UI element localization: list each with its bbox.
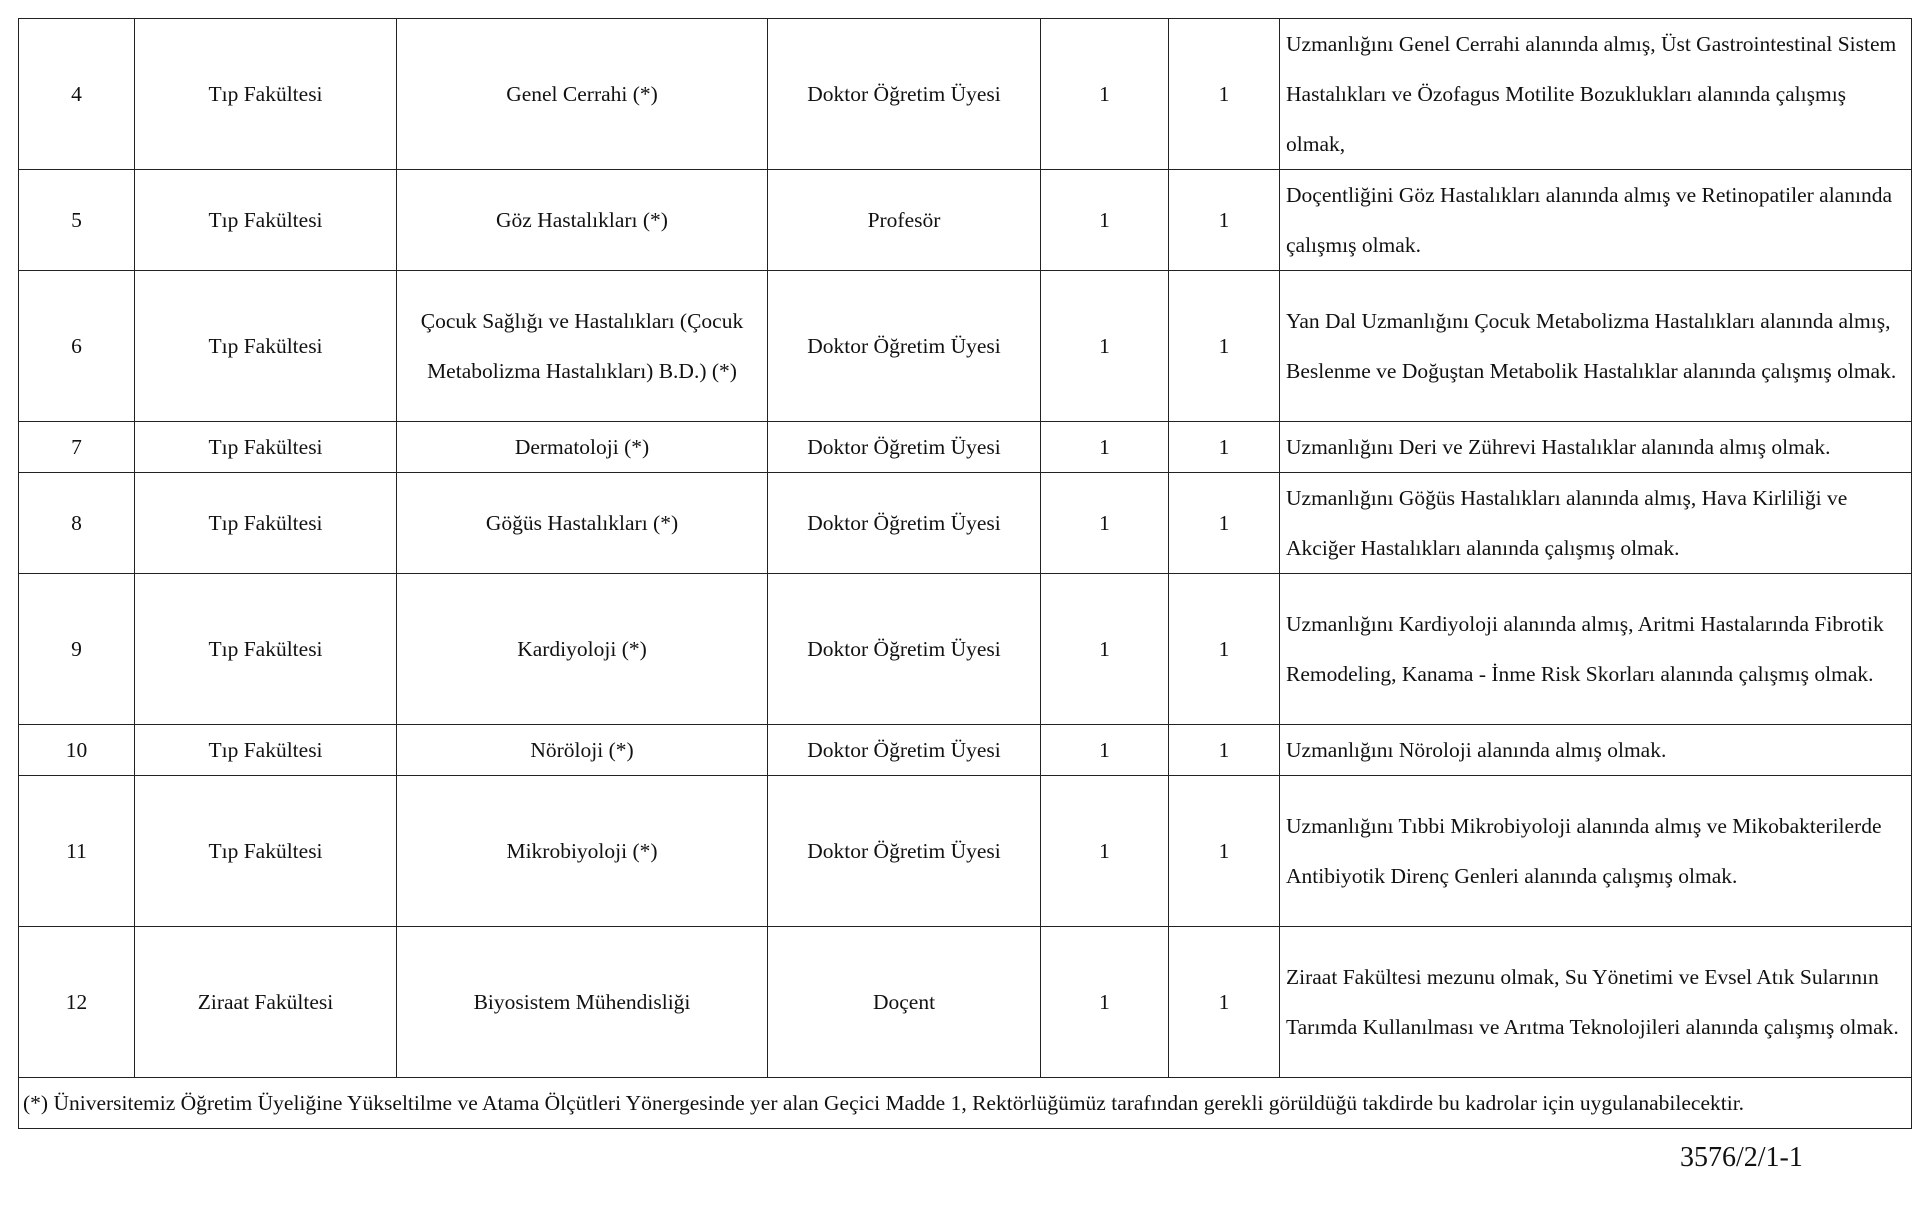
requirement-cell: Uzmanlığını Göğüs Hastalıkları alanında almış, Hava Kirliliği ve Akciğer Hastalıkları alanında çalışmış olmak. <box>1280 473 1912 574</box>
title-cell: Profesör <box>768 170 1041 271</box>
title-cell: Doktor Öğretim Üyesi <box>768 473 1041 574</box>
degree-cell: 1 <box>1169 473 1280 574</box>
degree-cell: 1 <box>1169 776 1280 927</box>
department-cell: Çocuk Sağlığı ve Hastalıkları (Çocuk Metabolizma Hastalıkları) B.D.) (*) <box>397 271 768 422</box>
row-number: 11 <box>19 776 135 927</box>
department-cell: Dermatoloji (*) <box>397 422 768 473</box>
degree-cell: 1 <box>1169 170 1280 271</box>
degree-cell: 1 <box>1169 422 1280 473</box>
requirement-cell: Uzmanlığını Genel Cerrahi alanında almış, Üst Gastrointestinal Sistem Hastalıkları ve Özofagus Motilite Bozuklukları alanında çalışmış olmak, <box>1280 19 1912 170</box>
count-cell: 1 <box>1041 170 1169 271</box>
title-cell: Doktor Öğretim Üyesi <box>768 725 1041 776</box>
page-code: 3576/2/1-1 <box>1680 1142 1803 1173</box>
positions-table <box>18 18 1912 1129</box>
faculty-cell: Tıp Fakültesi <box>135 725 397 776</box>
row-number: 9 <box>19 574 135 725</box>
count-cell: 1 <box>1041 473 1169 574</box>
table-row <box>19 927 1912 1078</box>
department-cell: Göğüs Hastalıkları (*) <box>397 473 768 574</box>
department-cell: Mikrobiyoloji (*) <box>397 776 768 927</box>
count-cell: 1 <box>1041 927 1169 1078</box>
table-row <box>19 574 1912 725</box>
faculty-cell: Tıp Fakültesi <box>135 19 397 170</box>
title-cell: Doktor Öğretim Üyesi <box>768 271 1041 422</box>
table-row <box>19 776 1912 927</box>
table-row <box>19 19 1912 170</box>
faculty-cell: Tıp Fakültesi <box>135 473 397 574</box>
row-number: 12 <box>19 927 135 1078</box>
requirement-cell: Uzmanlığını Tıbbi Mikrobiyoloji alanında almış ve Mikobakterilerde Antibiyotik Direnç Genleri alanında çalışmış olmak. <box>1280 776 1912 927</box>
table-row <box>19 170 1912 271</box>
requirement-cell: Doçentliğini Göz Hastalıkları alanında almış ve Retinopatiler alanında çalışmış olmak. <box>1280 170 1912 271</box>
row-number: 5 <box>19 170 135 271</box>
table-row <box>19 271 1912 422</box>
count-cell: 1 <box>1041 574 1169 725</box>
degree-cell: 1 <box>1169 725 1280 776</box>
title-cell: Doktor Öğretim Üyesi <box>768 574 1041 725</box>
faculty-cell: Tıp Fakültesi <box>135 170 397 271</box>
department-cell: Genel Cerrahi (*) <box>397 19 768 170</box>
count-cell: 1 <box>1041 271 1169 422</box>
faculty-cell: Tıp Fakültesi <box>135 776 397 927</box>
requirement-cell: Uzmanlığını Kardiyoloji alanında almış, Aritmi Hastalarında Fibrotik Remodeling, Kanama - İnme Risk Skorları alanında çalışmış olmak. <box>1280 574 1912 725</box>
department-cell: Kardiyoloji (*) <box>397 574 768 725</box>
degree-cell: 1 <box>1169 574 1280 725</box>
count-cell: 1 <box>1041 422 1169 473</box>
faculty-cell: Tıp Fakültesi <box>135 574 397 725</box>
department-cell: Göz Hastalıkları (*) <box>397 170 768 271</box>
row-number: 6 <box>19 271 135 422</box>
title-cell: Doktor Öğretim Üyesi <box>768 422 1041 473</box>
degree-cell: 1 <box>1169 19 1280 170</box>
requirement-cell: Yan Dal Uzmanlığını Çocuk Metabolizma Hastalıkları alanında almış, Beslenme ve Doğuştan Metabolik Hastalıklar alanında çalışmış olmak. <box>1280 271 1912 422</box>
table-row <box>19 422 1912 473</box>
count-cell: 1 <box>1041 725 1169 776</box>
table-row <box>19 473 1912 574</box>
faculty-cell: Ziraat Fakültesi <box>135 927 397 1078</box>
requirement-cell: Ziraat Fakültesi mezunu olmak, Su Yönetimi ve Evsel Atık Sularının Tarımda Kullanılması ve Arıtma Teknolojileri alanında çalışmış olmak. <box>1280 927 1912 1078</box>
footnote-row <box>19 1078 1912 1129</box>
table-row <box>19 725 1912 776</box>
title-cell: Doçent <box>768 927 1041 1078</box>
row-number: 4 <box>19 19 135 170</box>
title-cell: Doktor Öğretim Üyesi <box>768 19 1041 170</box>
footnote: (*) Üniversitemiz Öğretim Üyeliğine Yükseltilme ve Atama Ölçütleri Yönergesinde yer alan Geçici Madde 1, Rektörlüğümüz tarafından gerekli görüldüğü takdirde bu kadrolar için uygulanabilecektir. <box>19 1078 1912 1129</box>
faculty-cell: Tıp Fakültesi <box>135 422 397 473</box>
requirement-cell: Uzmanlığını Deri ve Zührevi Hastalıklar alanında almış olmak. <box>1280 422 1912 473</box>
department-cell: Biyosistem Mühendisliği <box>397 927 768 1078</box>
count-cell: 1 <box>1041 19 1169 170</box>
row-number: 8 <box>19 473 135 574</box>
degree-cell: 1 <box>1169 271 1280 422</box>
degree-cell: 1 <box>1169 927 1280 1078</box>
faculty-cell: Tıp Fakültesi <box>135 271 397 422</box>
count-cell: 1 <box>1041 776 1169 927</box>
department-cell: Nöröloji (*) <box>397 725 768 776</box>
title-cell: Doktor Öğretim Üyesi <box>768 776 1041 927</box>
requirement-cell: Uzmanlığını Nöroloji alanında almış olmak. <box>1280 725 1912 776</box>
row-number: 7 <box>19 422 135 473</box>
row-number: 10 <box>19 725 135 776</box>
